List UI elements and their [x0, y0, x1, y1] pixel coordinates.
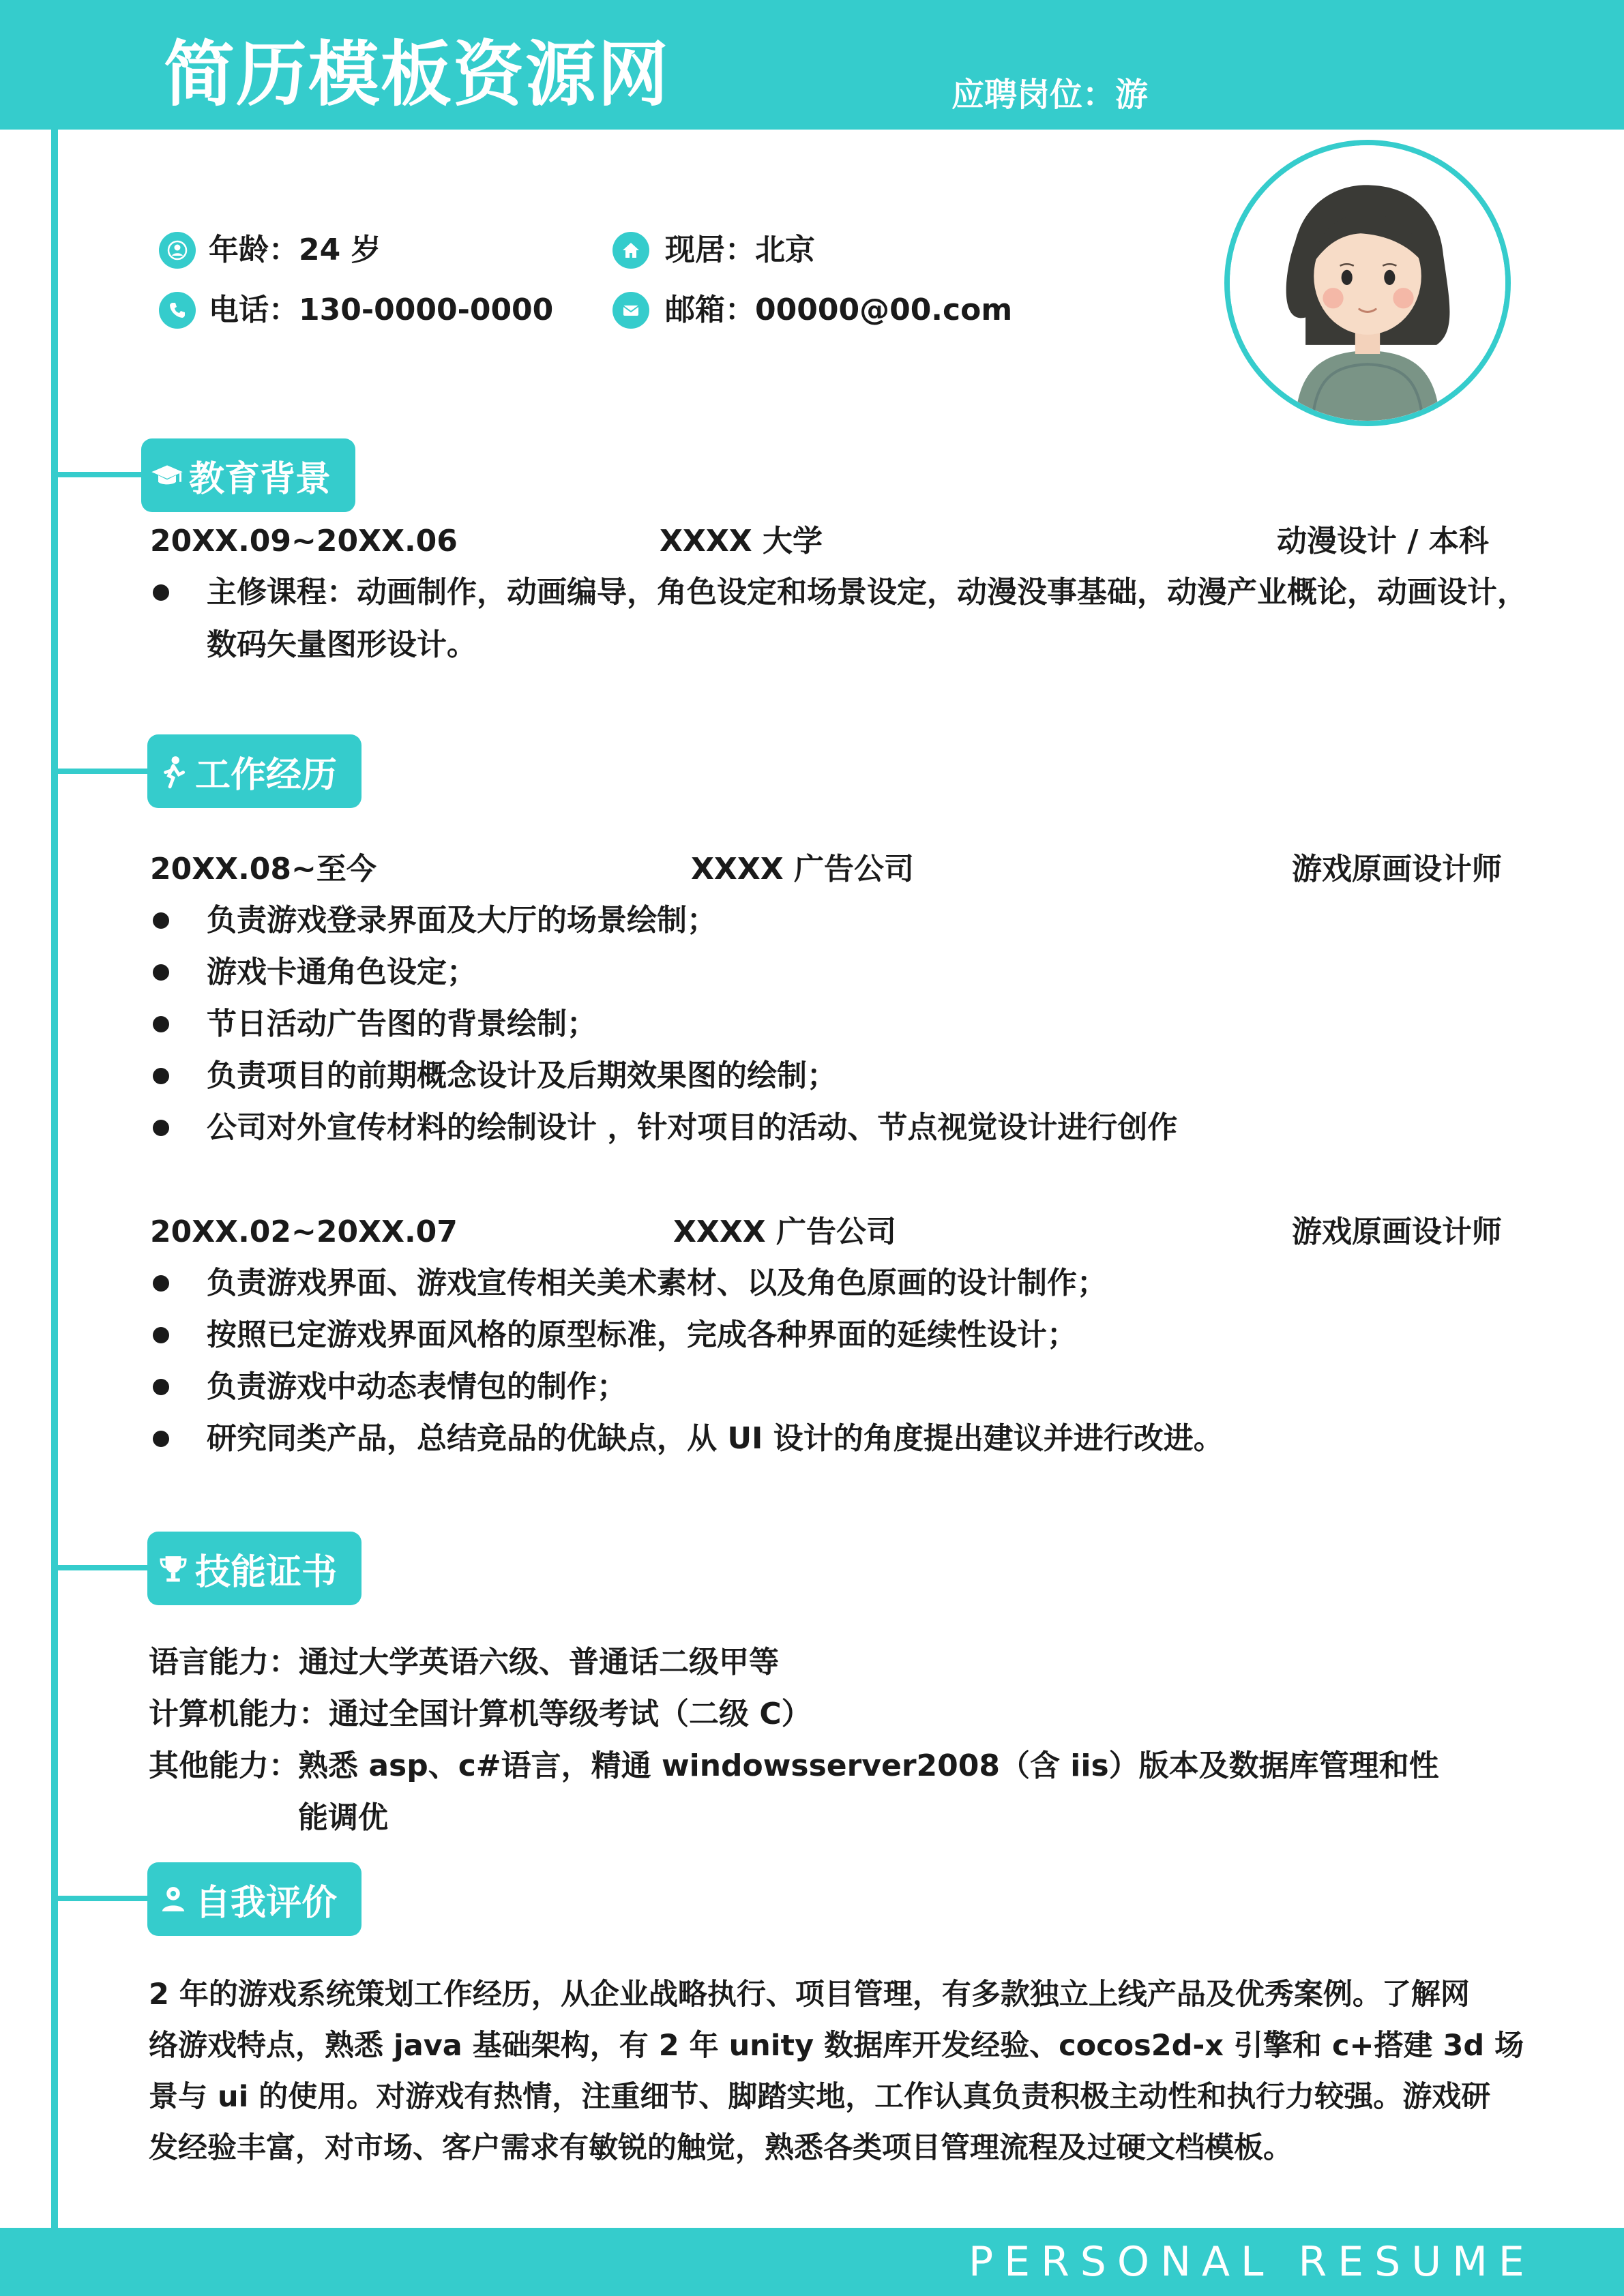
skill-other-line1: 熟悉 asp、c#语言，精通 windowsserver2008（含 iis）版本及数据库管理和性	[298, 1748, 1439, 1783]
bullet-dot	[153, 1016, 169, 1032]
phone-text: 电话：130-0000-0000	[209, 293, 554, 327]
walking-person-icon	[156, 754, 191, 789]
self-line: 络游戏特点，熟悉 java 基础架构，有 2 年 unity 数据库开发经验、cocos2d-x 引擎和 c+搭建 3d 场	[149, 2029, 1524, 2063]
user-icon	[159, 232, 196, 269]
bullet-dot	[153, 584, 169, 601]
job1-duty: 游戏卡通角色设定；	[207, 955, 477, 989]
job-value: 游	[1115, 76, 1149, 114]
job2-duty: 按照已定游戏界面风格的原型标准，完成各种界面的延续性设计；	[207, 1317, 1077, 1352]
section-self-title: 自我评价	[195, 1882, 338, 1924]
job1-duty: 负责项目的前期概念设计及后期效果图的绘制；	[207, 1058, 837, 1093]
age-text: 年龄：24 岁	[209, 233, 381, 267]
avatar-illustration	[1230, 145, 1505, 421]
job1-duty: 节日活动广告图的背景绘制；	[207, 1007, 597, 1041]
job2-duty: 研究同类产品，总结竞品的优缺点，从 UI 设计的角度提出建议并进行改进。	[207, 1421, 1224, 1456]
skill-other-line2: 能调优	[298, 1800, 388, 1835]
self-line: 发经验丰富，对市场、客户需求有敏锐的触觉，熟悉各类项目管理流程及过硬文档模板。	[149, 2131, 1293, 2165]
section-education-title: 教育背景	[189, 458, 331, 500]
job1-period: 20XX.08~至今	[150, 852, 377, 886]
skill-language: 语言能力：通过大学英语六级、普通话二级甲等	[149, 1645, 779, 1680]
section-connector	[58, 769, 153, 774]
bullet-dot	[153, 1120, 169, 1136]
job-target	[951, 68, 1148, 115]
graduation-cap-icon	[149, 458, 185, 493]
mail-icon	[612, 292, 649, 329]
section-skills-title: 技能证书	[195, 1551, 338, 1593]
job2-duty: 负责游戏界面、游戏宣传相关美术素材、以及角色原画的设计制作；	[207, 1266, 1107, 1300]
section-self-header	[147, 1862, 361, 1936]
job1-company: XXXX 广告公司	[691, 852, 915, 886]
footer-text: PERSONAL RESUME	[969, 2238, 1535, 2286]
job2-role: 游戏原画设计师	[1292, 1214, 1502, 1249]
job2-period: 20XX.02~20XX.07	[150, 1214, 458, 1249]
bullet-dot	[153, 1327, 169, 1343]
job2-company: XXXX 广告公司	[673, 1214, 897, 1249]
job-label: 应聘岗位：	[951, 76, 1116, 114]
section-connector	[58, 1565, 153, 1570]
education-courses-line2: 数码矢量图形设计。	[207, 627, 477, 662]
bullet-dot	[153, 964, 169, 981]
job1-role: 游戏原画设计师	[1292, 852, 1502, 886]
trophy-icon	[156, 1551, 191, 1586]
avatar	[1224, 140, 1511, 426]
education-major: 动漫设计 / 本科	[1277, 524, 1489, 558]
section-work-title: 工作经历	[195, 754, 338, 796]
bullet-dot	[153, 1379, 169, 1395]
phone-icon	[159, 292, 196, 329]
bullet-dot	[153, 1068, 169, 1084]
section-connector	[58, 472, 147, 477]
timeline-line	[51, 130, 58, 2228]
bullet-dot	[153, 1275, 169, 1292]
email-text: 邮箱：00000@00.com	[665, 293, 1013, 327]
section-education-header	[141, 438, 355, 512]
job1-duty: 公司对外宣传材料的绘制设计 ，针对项目的活动、节点视觉设计进行创作	[207, 1110, 1178, 1145]
section-connector	[58, 1896, 153, 1901]
section-skills-header	[147, 1532, 361, 1605]
self-line: 景与 ui 的使用。对游戏有热情，注重细节、脚踏实地，工作认真负责积极主动性和执行力较强。游戏研	[149, 2080, 1491, 2114]
person-badge-icon	[156, 1881, 191, 1917]
bullet-dot	[153, 912, 169, 929]
brand-title: 简历模板资源网	[164, 33, 670, 116]
job1-duty: 负责游戏登录界面及大厅的场景绘制；	[207, 903, 717, 938]
skill-other-label: 其他能力：	[149, 1748, 299, 1783]
bullet-dot	[153, 1431, 169, 1447]
education-school: XXXX 大学	[660, 524, 823, 558]
education-courses-line1: 主修课程：动画制作，动画编导，角色设定和场景设定，动漫没事基础，动漫产业概论，动画设计，	[207, 575, 1527, 610]
self-evaluation-text	[149, 1969, 1524, 2174]
self-line: 2 年的游戏系统策划工作经历，从企业战略执行、项目管理，有多款独立上线产品及优秀案例。了解网	[149, 1978, 1470, 2012]
education-period: 20XX.09~20XX.06	[150, 524, 458, 558]
section-work-header	[147, 734, 361, 808]
residence-text: 现居：北京	[665, 233, 815, 267]
job2-duty: 负责游戏中动态表情包的制作；	[207, 1369, 627, 1404]
home-icon	[612, 232, 649, 269]
skill-computer: 计算机能力：通过全国计算机等级考试（二级 C）	[149, 1697, 812, 1731]
